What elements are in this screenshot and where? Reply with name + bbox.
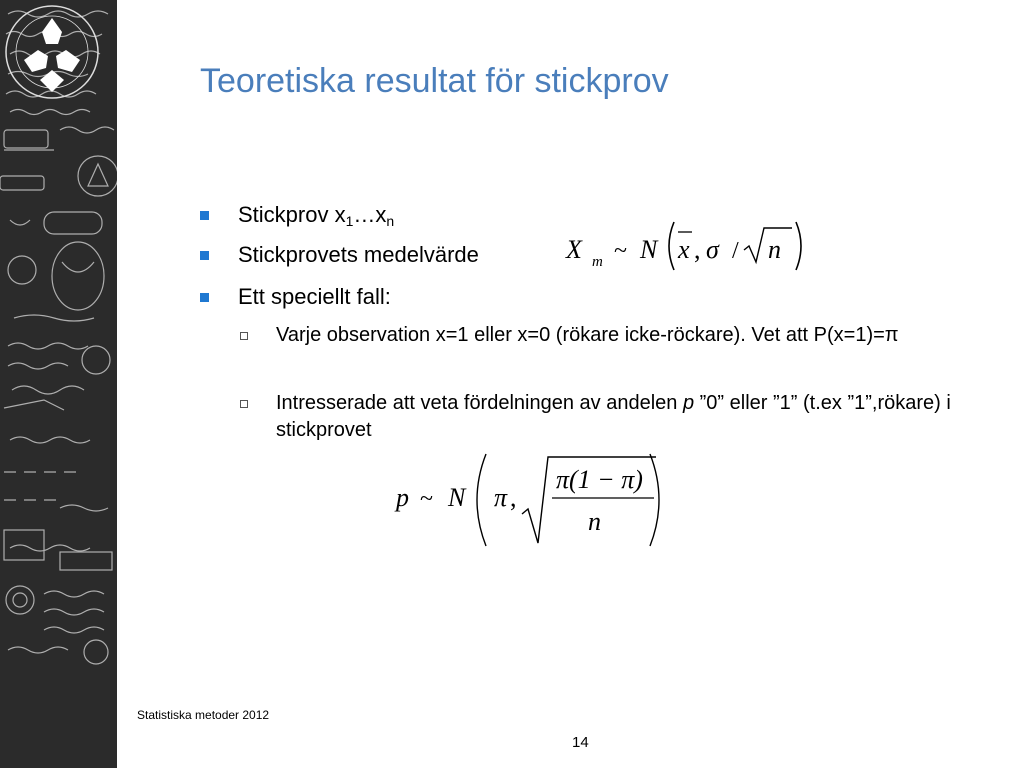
formula-denominator: n	[588, 507, 601, 536]
formula-left-paren	[669, 222, 674, 270]
formula-p: p	[396, 483, 409, 512]
sub-bullet-variable: p	[682, 392, 695, 414]
formula-n: n	[768, 235, 781, 264]
formula-n-distribution: N	[640, 235, 658, 264]
formula-xbar: x	[678, 235, 690, 264]
bullet-text-mid: …x	[353, 202, 387, 227]
subscript-n: n	[386, 213, 395, 229]
page-number: 14	[572, 734, 589, 751]
hollow-square-bullet-icon	[240, 400, 248, 408]
sub-bullet-text: Varje observation x=1 eller x=0 (rökare icke-röckare). Vet att P(x=1)=π	[276, 324, 899, 346]
bullet-text: Stickprovets medelvärde	[238, 242, 479, 267]
formula-proportion-distribution	[392, 450, 676, 550]
square-bullet-icon	[200, 293, 209, 302]
formula-left-paren	[477, 454, 486, 546]
university-seal-logo	[0, 0, 104, 104]
square-bullet-icon	[200, 251, 209, 260]
sub-bullet-text-rest: ”0” eller ”1” (t.ex ”1”,rökare) i stickprovet	[276, 392, 951, 441]
bullet-text: Ett speciellt fall:	[238, 284, 391, 309]
subscript-1: 1	[345, 213, 354, 229]
formula-tilde: ~	[420, 486, 433, 512]
hollow-square-bullet-icon	[240, 332, 248, 340]
formula-right-paren	[796, 222, 801, 270]
formula-x: X	[566, 235, 582, 264]
sub-bullet-text: Intresserade att veta fördelningen av andelen	[276, 392, 683, 414]
formula-pi: π	[494, 483, 508, 512]
bullet-text: Stickprov x	[238, 202, 346, 227]
formula-right-paren	[650, 454, 659, 546]
formula-numerator: π(1 − π)	[556, 465, 643, 494]
slide-title: Teoretiska resultat för stickprov	[200, 62, 669, 100]
formula-slash: /	[732, 238, 739, 264]
formula-tilde: ~	[614, 238, 627, 264]
formula-sample-mean-distribution	[562, 216, 814, 276]
footer-text: Statistiska metoder 2012	[137, 708, 270, 722]
formula-sigma: σ	[706, 235, 719, 264]
formula-comma: ,	[694, 235, 701, 264]
formula-n-distribution: N	[448, 483, 466, 512]
square-bullet-icon	[200, 211, 209, 220]
formula-comma: ,	[510, 483, 517, 512]
chalkboard-strip	[0, 0, 117, 768]
chalkboard-doodles	[0, 0, 117, 768]
formula-subscript-m: m	[592, 254, 603, 270]
